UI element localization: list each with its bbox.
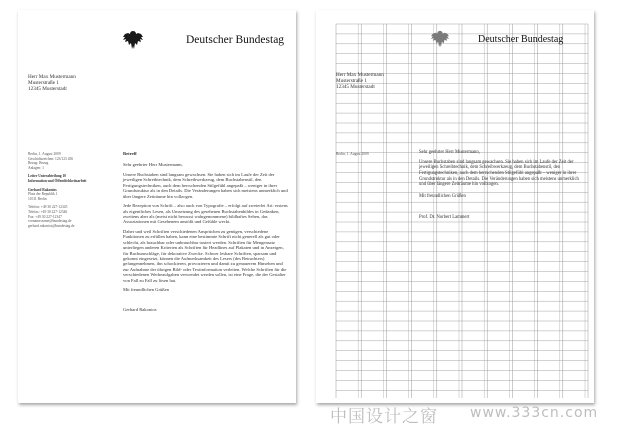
letter-body: [123, 151, 289, 316]
brand-title: Deutscher Bundestag: [186, 34, 285, 46]
recipient-address: Herr Max Mustermann Musterstraße 1 12345 Musterstadt: [336, 72, 384, 91]
date-line: Berlin, 1. August 2009: [336, 152, 369, 156]
sender-meta-column: Berlin, 1. August 2009 Geschäftszeichen: 123/123 456 Bezug: Bezug Anlagen: 1 Leiter Unterabteilung 10 Information und Öffentlichkeitsarbeit Gerhard Rakonios Platz der Republik 1 11011 Berlin Telefon: +49 30 227-12345 Telefax: +49 30 227-12346 Fax: +49 30 227-12347 vorname.name@bundestag.de gerhard.rakonios@bundestag.de: [28, 152, 87, 228]
paragraph-3: Daher und weil Schriften verschiedenen Ansprüchen zu genügen, verschiedene Funktionen zu erfüllen haben, kann eine bestimmte Schrift nicht generell als gut oder schlecht, als brauchbar oder unbrauchbar taxiert werden. Schriften für Mengensatz unterliegen anderen Kriterien als Schriften für Headlines auf Plakaten und in Anzeigen, für Buchumschläge, für dekorative Zwecke. Schwer lesbare Schriften, sparsam und gekonnt eingesetzt, können die Aufmerksamkeit des Lesers (des Betrachters) gefangennehmen, ihn schockieren, provozieren und damit zu genauerem Hinsehen und zur Aufnahme der übrigen Bild- oder Textinformation verleiten. Welche Schriften für die verschiedenen Werbeaufgaben verwendet werden sollen, ist eine Frage, die der Gestalter von Fall zu Fall zu lösen hat.: [123, 229, 287, 283]
recipient-address: Herr Max Mustermann Musterstraße 1 12345 Musterstadt: [28, 74, 76, 93]
paragraph-2: Jede Rezeption von Schrift – also auch von Typografie – erfolgt auf zweierlei Art: erstens als eigentliches Lesen, als Umsetzung des gesehenen Buchstabenbildes in Gedanken, zweitens aber als (meist nicht bewusst wahrgenommene) bildhaftes Sehen, das Assoziationen mit Gesehenem anstößt und Gefühle weckt.: [123, 203, 288, 225]
closing: Mit freundlichen Grüßen: [419, 193, 466, 199]
subject-line: Betreff: [123, 151, 137, 156]
paragraph-1: Unsere Buchstaben sind langsam gewachsen. Sie haben sich im Laufe der Zeit der jeweiligen Schreibtechnik, dem Schreibwerkzeug, dem Buchstabenstil, den Fertigungstechniken, auch dem herrschenden Stilgefühl angepaßt – weniger in ihrer Grundstruktur als in den Details. Die Veränderungen haben sich meistens unmerklich und über längere Zeiträume hin vollzogen.: [419, 159, 579, 188]
paragraph-1: Unsere Buchstaben sind langsam gewachsen. Sie haben sich im Laufe der Zeit der jeweiligen Schreibtechnik, dem Schreibwerkzeug, dem Buchstabenstil, den Fertigungstechniken, auch dem herrschenden Stilgefühl angepaßt – weniger in ihrer Grundstruktur als in den Details. Die Veränderungen haben sich meistens unmerklich und über längere Zeiträume hin vollzogen.: [123, 172, 288, 199]
watermark-url: www.333cn.com: [470, 405, 599, 421]
letter-page-left: [18, 10, 296, 403]
letter-page-right-grid: [316, 10, 594, 403]
letter-body: [419, 150, 587, 225]
salutation: Sehr geehrter Herr Mustermann,: [419, 150, 480, 155]
signature: Prof. Dr. Norbert Lammert: [419, 215, 470, 221]
watermark: [320, 398, 610, 428]
signature: Gerhard Rakonios: [123, 306, 157, 312]
eagle-logo-icon: [122, 30, 144, 50]
brand-title: Deutscher Bundestag: [478, 34, 564, 45]
closing: Mit freundlichen Grüßen: [123, 287, 169, 293]
watermark-cn: 中国设计之窗: [330, 407, 438, 427]
salutation: Sehr geehrter Herr Mustermann,: [123, 162, 183, 168]
eagle-logo-icon: [430, 30, 450, 48]
